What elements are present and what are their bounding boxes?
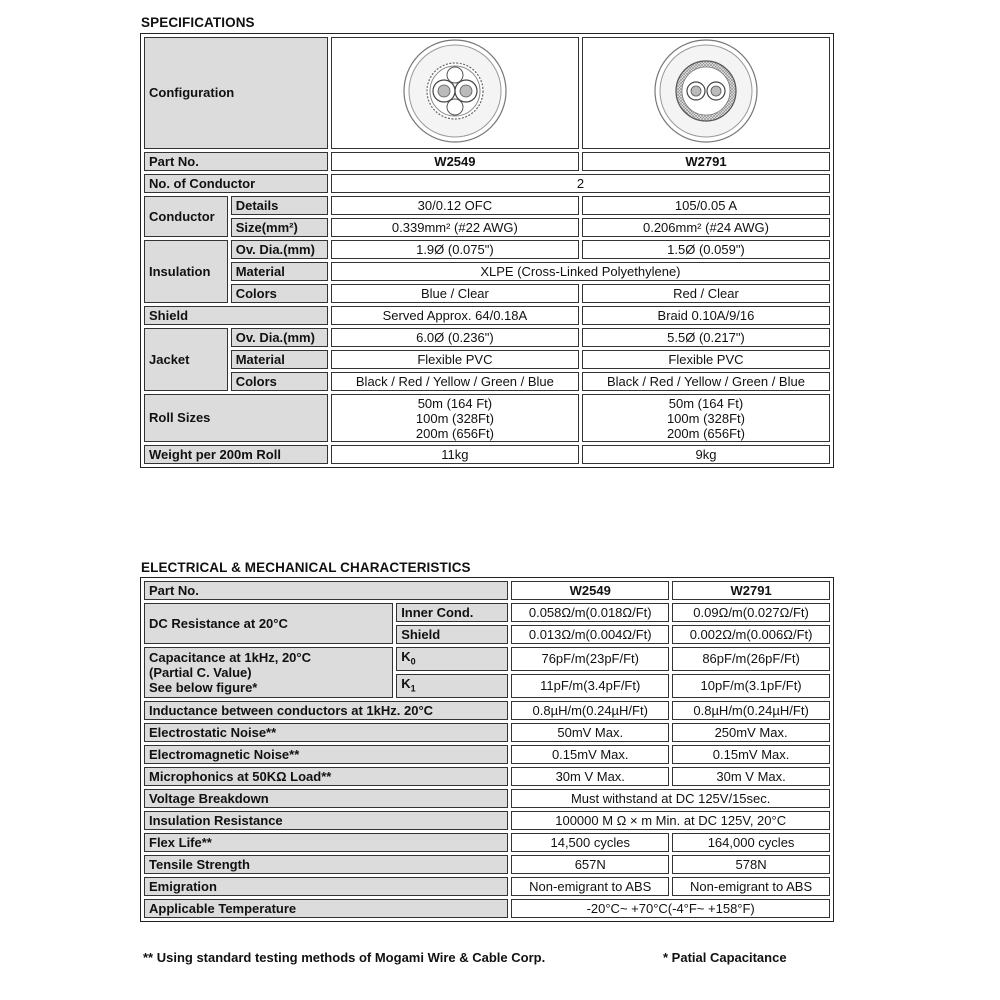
insulation-colors-row (144, 284, 830, 303)
shield-label: Shield (144, 306, 328, 325)
shield-w2549: Served Approx. 64/0.18A (331, 306, 579, 325)
footnote-testing-methods: ** Using standard testing methods of Mogami Wire & Cable Corp. (143, 950, 546, 965)
dc-inner-row (144, 603, 830, 622)
details-w2549: 30/0.12 OFC (331, 196, 579, 215)
jacket-colors-w2549: Black / Red / Yellow / Green / Blue (331, 372, 579, 391)
jacket-dia-row (144, 328, 830, 347)
part-no-label: Part No. (144, 152, 328, 171)
insulation-dia-w2791: 1.5Ø (0.059") (582, 240, 830, 259)
electrical-title: ELECTRICAL & MECHANICAL CHARACTERISTICS (141, 560, 471, 575)
elec-row-label: Insulation Resistance (144, 811, 508, 830)
capacitance-label-line: (Partial C. Value) (149, 665, 252, 680)
jacket-material-row (144, 350, 830, 369)
jacket-dia-w2549: 6.0Ø (0.236") (331, 328, 579, 347)
specifications-title: SPECIFICATIONS (141, 15, 255, 30)
k1-label (396, 674, 508, 698)
cable-diagram-w2549 (331, 37, 579, 149)
part-no-row (144, 152, 830, 171)
capacitance-label-line: See below figure* (149, 680, 258, 695)
elec-row (144, 789, 830, 808)
cap-k0-row (144, 647, 830, 671)
insulation-material-value: XLPE (Cross-Linked Polyethylene) (331, 262, 830, 281)
insulation-material-label: Material (231, 262, 328, 281)
roll-sizes-row (144, 394, 830, 442)
details-label: Details (231, 196, 328, 215)
conductor-size-row (144, 218, 830, 237)
capacitance-label (144, 647, 393, 698)
elec-row-value-w2549: Non-emigrant to ABS (511, 877, 669, 896)
configuration-row (144, 37, 830, 149)
elec-part-w2791: W2791 (672, 581, 830, 600)
elec-row (144, 877, 830, 896)
insulation-dia-label: Ov. Dia.(mm) (231, 240, 328, 259)
roll-size-item: 200m (656Ft) (415, 425, 494, 441)
elec-row-value-w2549: 657N (511, 855, 669, 874)
part-no-w2791: W2791 (582, 152, 830, 171)
elec-row-value-w2791: 250mV Max. (672, 723, 830, 742)
elec-row-value-w2549: 0.8µH/m(0.24µH/Ft) (511, 701, 669, 720)
elec-row (144, 855, 830, 874)
k1-letter: K (401, 675, 411, 691)
elec-row-label: Voltage Breakdown (144, 789, 508, 808)
weight-w2791: 9kg (582, 445, 830, 464)
electrical-table (140, 577, 834, 922)
weight-label: Weight per 200m Roll (144, 445, 328, 464)
jacket-colors-label: Colors (231, 372, 328, 391)
roll-sizes-w2791 (582, 394, 830, 442)
elec-row (144, 745, 830, 764)
k0-w2791: 86pF/m(26pF/Ft) (672, 647, 830, 671)
dc-shield-label: Shield (396, 625, 508, 644)
inner-cond-label: Inner Cond. (396, 603, 508, 622)
elec-row-value-w2791: 30m V Max. (672, 767, 830, 786)
k0-label (396, 647, 508, 671)
cable-cross-section-w2791-icon (651, 38, 761, 144)
dc-shield-w2549: 0.013Ω/m(0.004Ω/Ft) (511, 625, 669, 644)
k1-w2549: 11pF/m(3.4pF/Ft) (511, 674, 669, 698)
conductor-details-row (144, 196, 830, 215)
jacket-material-label: Material (231, 350, 328, 369)
elec-row (144, 899, 830, 918)
elec-row-label: Tensile Strength (144, 855, 508, 874)
jacket-material-w2549: Flexible PVC (331, 350, 579, 369)
roll-sizes-w2549 (331, 394, 579, 442)
weight-w2549: 11kg (331, 445, 579, 464)
elec-row-value-w2791: 0.15mV Max. (672, 745, 830, 764)
elec-generic-rows (144, 701, 830, 918)
insulation-colors-w2549: Blue / Clear (331, 284, 579, 303)
jacket-colors-w2791: Black / Red / Yellow / Green / Blue (582, 372, 830, 391)
roll-size-item: 100m (328Ft) (415, 410, 494, 426)
roll-size-item: 100m (328Ft) (666, 410, 745, 426)
configuration-label: Configuration (144, 37, 328, 149)
weight-row (144, 445, 830, 464)
no-conductor-label: No. of Conductor (144, 174, 328, 193)
elec-row-value-w2791: 578N (672, 855, 830, 874)
elec-row-label: Emigration (144, 877, 508, 896)
elec-row-label: Microphonics at 50KΩ Load** (144, 767, 508, 786)
conductor-label: Conductor (144, 196, 228, 237)
elec-row (144, 833, 830, 852)
elec-row-value-w2549: 14,500 cycles (511, 833, 669, 852)
insulation-colors-w2791: Red / Clear (582, 284, 830, 303)
elec-row-value-w2791: Non-emigrant to ABS (672, 877, 830, 896)
elec-row-value-w2549: 0.15mV Max. (511, 745, 669, 764)
roll-sizes-label: Roll Sizes (144, 394, 328, 442)
no-conductor-row (144, 174, 830, 193)
inner-cond-w2549: 0.058Ω/m(0.018Ω/Ft) (511, 603, 669, 622)
k1-subscript: 1 (410, 683, 416, 694)
dc-resistance-label: DC Resistance at 20°C (144, 603, 393, 644)
elec-row-label: Flex Life** (144, 833, 508, 852)
elec-row-merged-value: Must withstand at DC 125V/15sec. (511, 789, 830, 808)
elec-row-value-w2549: 50mV Max. (511, 723, 669, 742)
size-w2791: 0.206mm² (#24 AWG) (582, 218, 830, 237)
size-w2549: 0.339mm² (#22 AWG) (331, 218, 579, 237)
inner-cond-w2791: 0.09Ω/m(0.027Ω/Ft) (672, 603, 830, 622)
elec-row (144, 701, 830, 720)
part-no-w2549: W2549 (331, 152, 579, 171)
insulation-dia-w2549: 1.9Ø (0.075") (331, 240, 579, 259)
roll-size-item: 200m (656Ft) (666, 425, 745, 441)
jacket-label: Jacket (144, 328, 228, 391)
elec-row-label: Electrostatic Noise** (144, 723, 508, 742)
elec-row (144, 811, 830, 830)
elec-part-no-row (144, 581, 830, 600)
elec-row (144, 767, 830, 786)
insulation-material-row (144, 262, 830, 281)
jacket-dia-label: Ov. Dia.(mm) (231, 328, 328, 347)
details-w2791: 105/0.05 A (582, 196, 830, 215)
elec-row-label: Applicable Temperature (144, 899, 508, 918)
insulation-colors-label: Colors (231, 284, 328, 303)
jacket-dia-w2791: 5.5Ø (0.217") (582, 328, 830, 347)
shield-row (144, 306, 830, 325)
k0-subscript: 0 (410, 656, 416, 667)
cable-diagram-w2791 (582, 37, 830, 149)
elec-row (144, 723, 830, 742)
elec-row-label: Inductance between conductors at 1kHz. 20°C (144, 701, 508, 720)
capacitance-label-line: Capacitance at 1kHz, 20°C (149, 650, 311, 665)
insulation-dia-row (144, 240, 830, 259)
dc-shield-w2791: 0.002Ω/m(0.006Ω/Ft) (672, 625, 830, 644)
elec-row-label: Electromagnetic Noise** (144, 745, 508, 764)
shield-w2791: Braid 0.10A/9/16 (582, 306, 830, 325)
cable-cross-section-w2549-icon (400, 38, 510, 144)
elec-row-merged-value: -20°C~ +70°C(-4°F~ +158°F) (511, 899, 830, 918)
elec-row-value-w2549: 30m V Max. (511, 767, 669, 786)
no-conductor-value: 2 (331, 174, 830, 193)
k1-w2791: 10pF/m(3.1pF/Ft) (672, 674, 830, 698)
elec-part-w2549: W2549 (511, 581, 669, 600)
specifications-table (140, 33, 834, 468)
elec-row-merged-value: 100000 M Ω × m Min. at DC 125V, 20°C (511, 811, 830, 830)
elec-part-no-label: Part No. (144, 581, 508, 600)
k0-w2549: 76pF/m(23pF/Ft) (511, 647, 669, 671)
footnote-partial-capacitance: * Patial Capacitance (663, 950, 787, 965)
elec-row-value-w2791: 164,000 cycles (672, 833, 830, 852)
insulation-label: Insulation (144, 240, 228, 303)
size-label: Size(mm²) (231, 218, 328, 237)
roll-size-item: 50m (164 Ft) (417, 395, 493, 411)
elec-row-value-w2791: 0.8µH/m(0.24µH/Ft) (672, 701, 830, 720)
k0-letter: K (401, 648, 411, 664)
jacket-colors-row (144, 372, 830, 391)
jacket-material-w2791: Flexible PVC (582, 350, 830, 369)
roll-size-item: 50m (164 Ft) (668, 395, 744, 411)
